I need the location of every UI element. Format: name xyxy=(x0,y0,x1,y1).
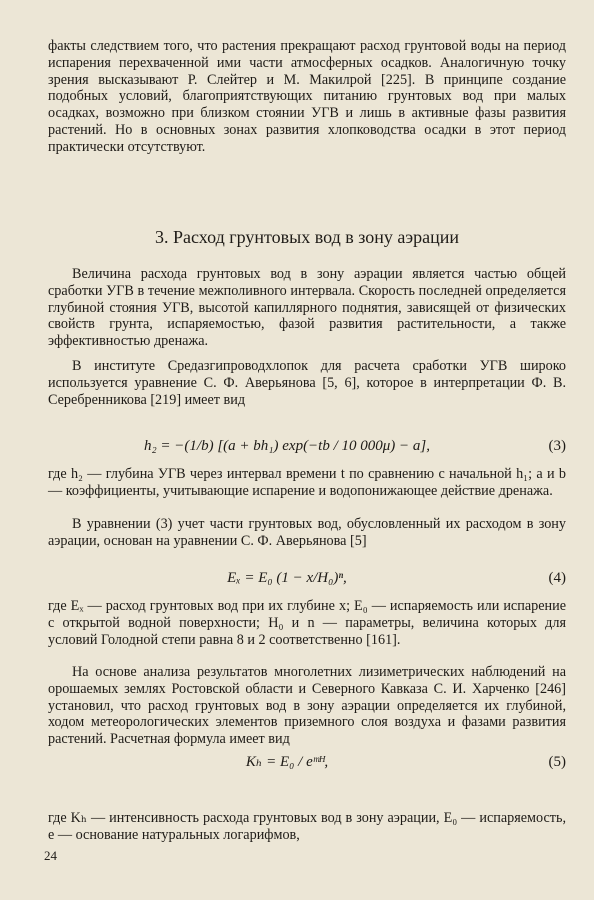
formula-4-expression: Eₓ = E₀ (1 − x/H₀)ⁿ, xyxy=(227,570,347,586)
paragraph-lysimeter-analysis: На основе анализа результатов многолетних лизиметрических наблюдений на орошаемых землях Ростовской области и Северного Кавказа С. И. Харченко [246] установил, что расход грунтовых вод в зону аэрации определяется их глубиной, ходом метеорологических элементов приземного слоя воздуха и фазами развития растений. Расчетная формула имеет вид xyxy=(48,664,566,748)
formula-5 xyxy=(48,752,566,774)
page-number: 24 xyxy=(44,848,57,863)
paragraph-formula-4-legend: где Eₓ — расход грунтовых вод при их глубине x; E₀ — испаряемость или испарение с открытой водной поверхности; H₀ и n — параметры, величина которых для условий Голодной степи равна 8 и 2 соответственно [161]. xyxy=(48,598,566,648)
formula-4 xyxy=(48,568,566,590)
paragraph-institute-equation: В институте Средазгипроводхлопок для расчета сработки УГВ широко используется уравнение С. Ф. Аверьянова [5, 6], которое в интерпретации Ф. В. Серебренникова [219] имеет вид xyxy=(48,358,566,408)
paragraph-groundwater-rate: Величина расхода грунтовых вод в зону аэрации является частью общей сработки УГВ в течение межполивного интервала. Скорость последней определяется глубиной стояния УГВ, высотой капиллярного поднятия, зависящей от физических свойств грунта, испаряемостью, фазой развития растительности, а также эффективностью дренажа. xyxy=(48,266,566,350)
formula-3 xyxy=(48,430,566,470)
paragraph-intro: факты следствием того, что растения прекращают расход грунтовой воды на период испарения перехваченной ими части атмосферных осадков. Аналогичную точку зрения высказывают Р. Слейтер и М. Макилрой [225]. В принципе создание подобных условий, благоприятствующих питанию грунтовых вод при малых осадках, возможно при близком стоянии УГВ и лишь в активные фазы развития растений. Но в основных зонах развития хлопководства осадки в этот период практически отсутствуют. xyxy=(48,38,566,155)
formula-4-number: (4) xyxy=(548,570,566,586)
paragraph-formula-5-legend: где Kₕ — интенсивность расхода грунтовых вод в зону аэрации, E₀ — испаряемость, e — основание натуральных логарифмов, xyxy=(48,810,566,843)
formula-3-expression: h₂ = −(1/b) [(a + bh₁) exp(−tb / 10 000μ) − a], xyxy=(143,438,431,454)
formula-5-number: (5) xyxy=(548,754,566,770)
paragraph-equation-basis: В уравнении (3) учет части грунтовых вод, обусловленный их расходом в зону аэрации, основан на уравнении С. Ф. Аверьянова [5] xyxy=(48,516,566,549)
formula-5-expression: Kₕ = E₀ / eᵐᴴ, xyxy=(245,754,329,770)
paragraph-formula-3-legend: где h₂ — глубина УГВ через интервал времени t по сравнению с начальной h₁; a и b — коэффициенты, учитывающие испарение и водопонижающее действие дренажа. xyxy=(48,466,566,499)
formula-3-number: (3) xyxy=(548,438,566,454)
section-heading: 3. Расход грунтовых вод в зону аэрации xyxy=(155,227,459,247)
